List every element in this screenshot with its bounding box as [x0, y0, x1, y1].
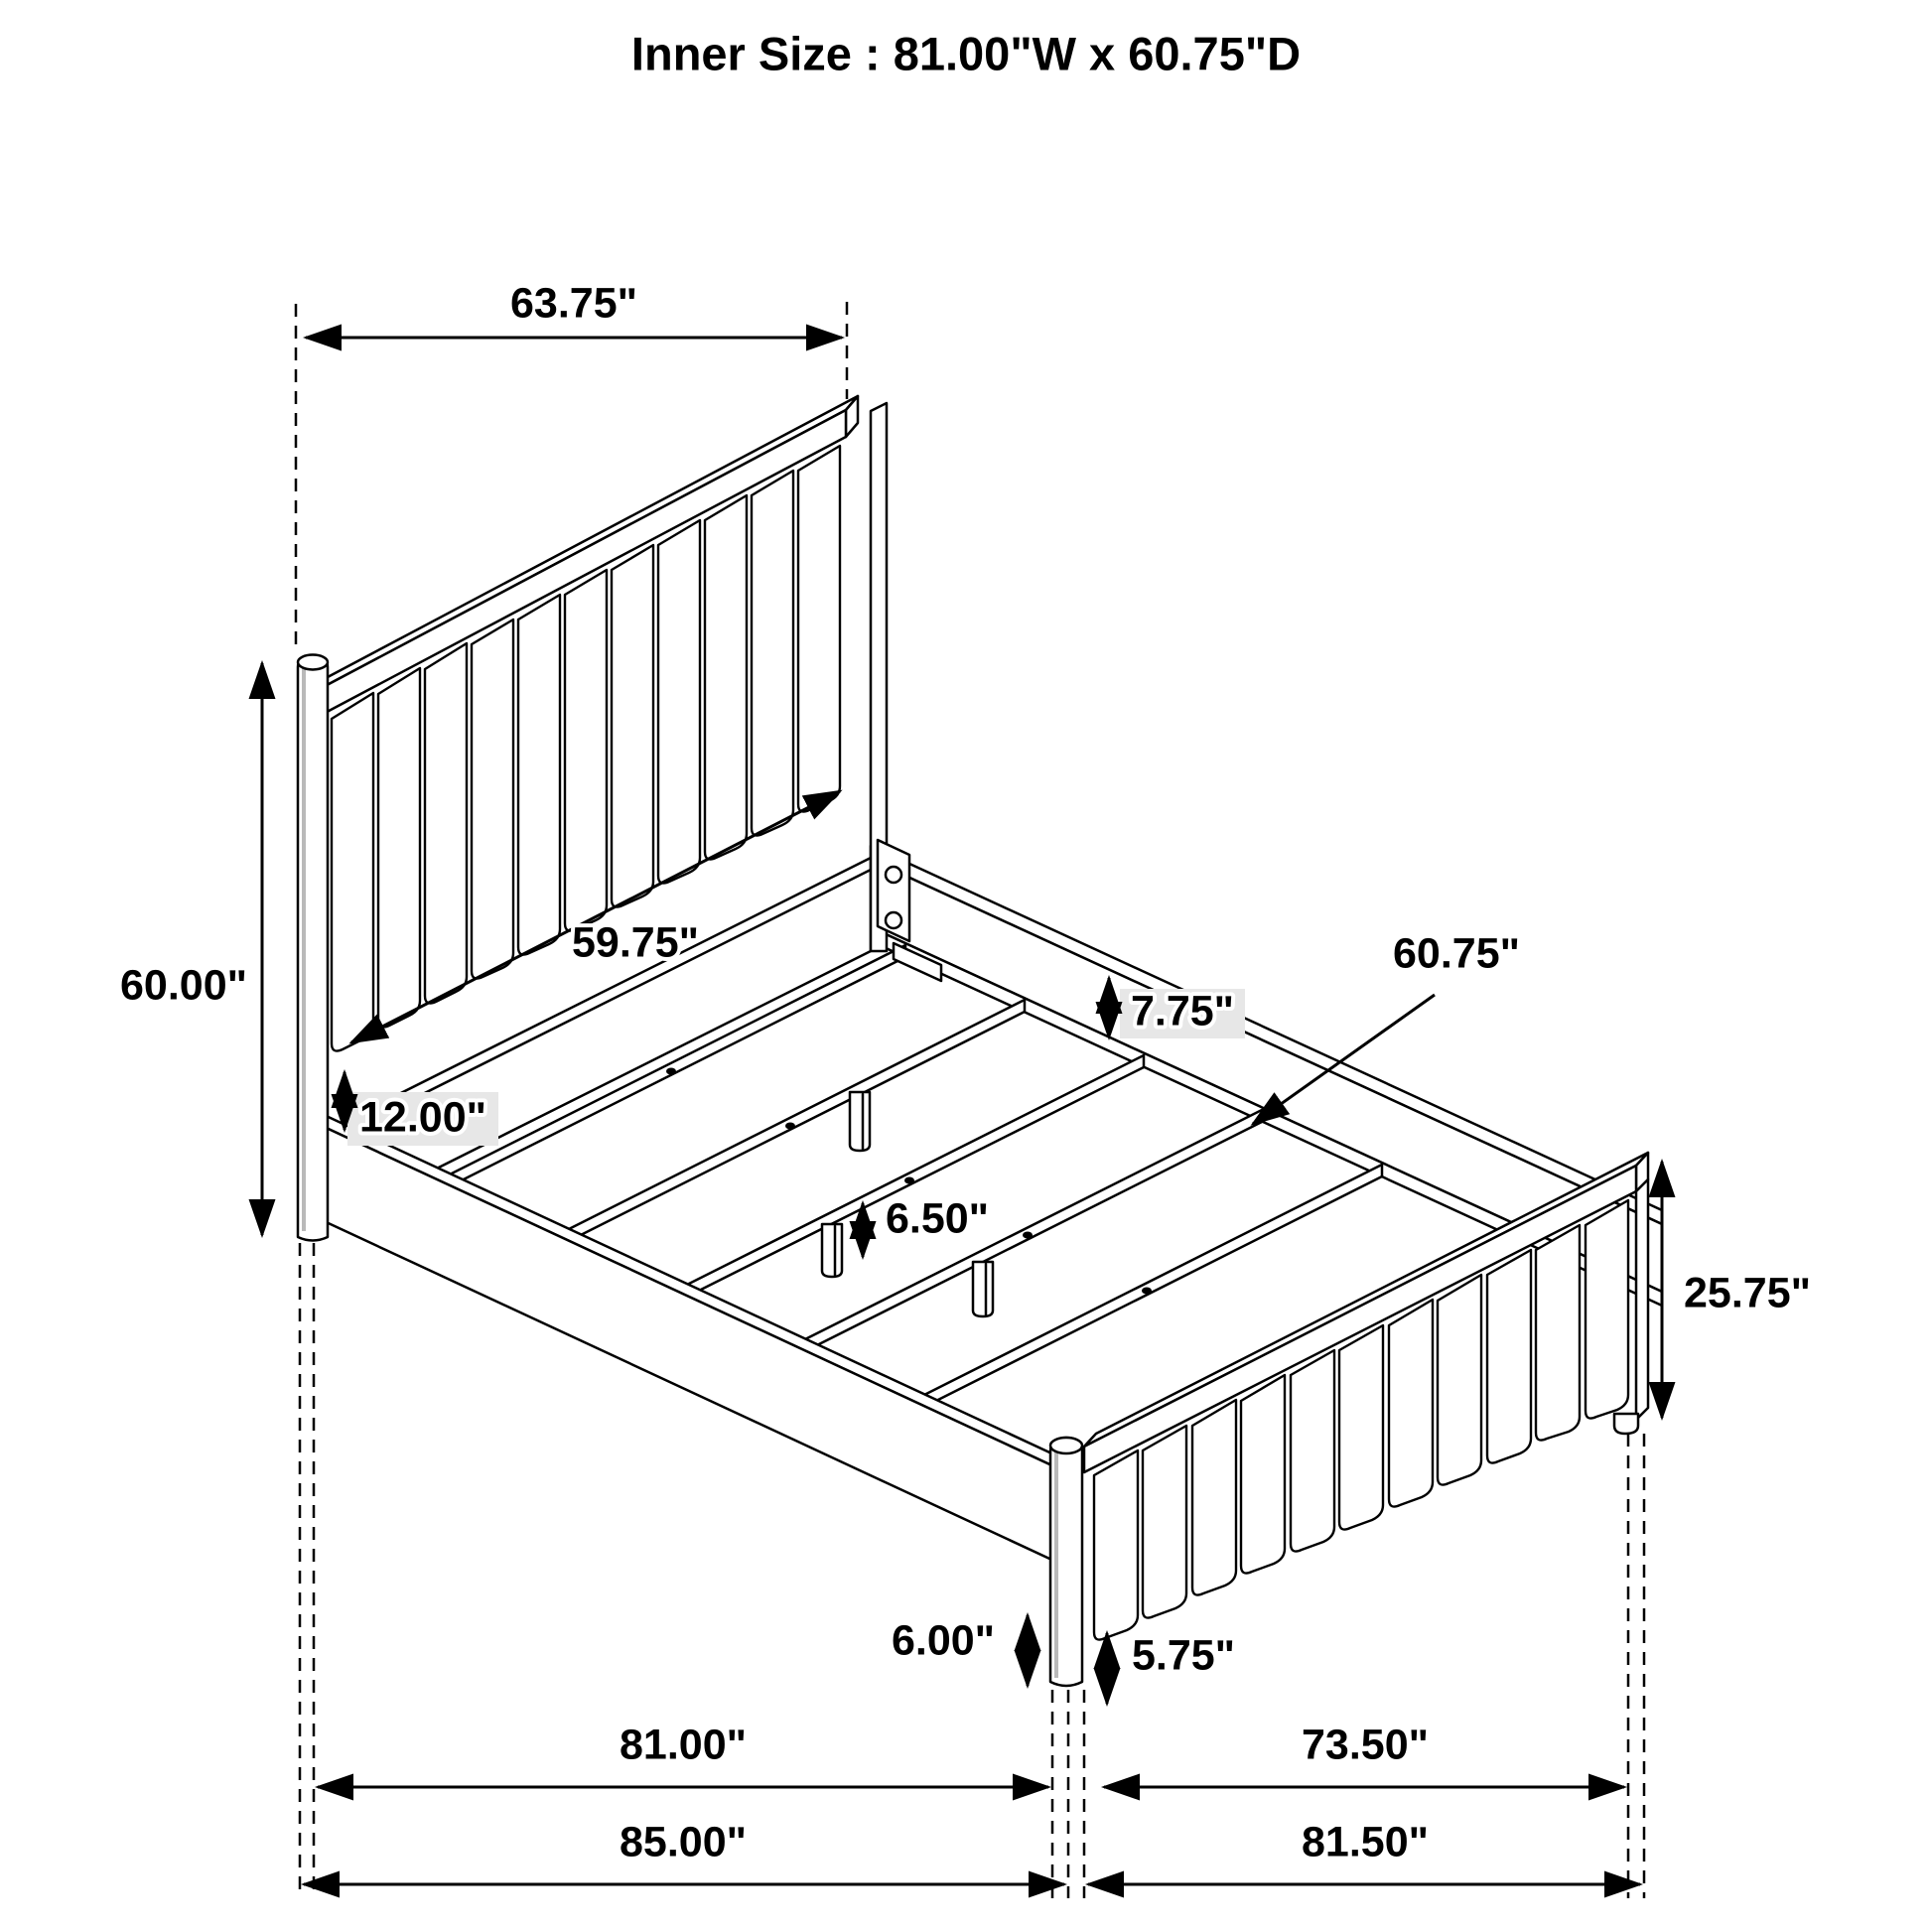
- dim-label-footboard-height: 25.75": [1684, 1269, 1811, 1317]
- dim-label-headboard-height: 60.00": [120, 961, 247, 1010]
- footboard-right-leg: [1614, 1414, 1638, 1434]
- dim-label-outer-length: 85.00": [620, 1818, 747, 1866]
- dim-label-rail-floor-clearance: 6.00": [891, 1616, 996, 1665]
- dim-label-footboard-inner-width: 73.50": [1302, 1721, 1429, 1769]
- dim-headboard-width: [306, 279, 842, 338]
- dim-label-center-leg-height: 6.50": [885, 1194, 990, 1243]
- dim-label-rail-to-slat-gap: 7.75": [1130, 987, 1235, 1035]
- dim-inner-length: [318, 1721, 1048, 1787]
- page-title: Inner Size : 81.00"W x 60.75"D: [630, 27, 1302, 80]
- dim-footboard-outer-width: [1088, 1818, 1640, 1884]
- dim-label-inner-length: 81.00": [620, 1721, 747, 1769]
- dim-label-headboard-width: 63.75": [510, 279, 637, 328]
- dim-headboard-height: [120, 663, 262, 1235]
- dim-label-slat-length: 60.75": [1393, 929, 1520, 978]
- dim-footboard-floor-clearance: [1107, 1631, 1235, 1704]
- dim-footboard-inner-width: [1104, 1721, 1624, 1787]
- headboard-left-leg: [298, 655, 328, 1241]
- dim-center-leg-height: [863, 1194, 989, 1257]
- dim-label-panel-to-rail-gap: 12.00": [359, 1093, 486, 1142]
- dim-label-footboard-outer-width: 81.50": [1302, 1818, 1429, 1866]
- footboard-left-leg: [1050, 1438, 1082, 1686]
- dim-outer-length: [304, 1818, 1064, 1884]
- dim-label-headboard-inner-width: 59.75": [572, 918, 699, 967]
- dim-rail-floor-clearance: [892, 1615, 1028, 1686]
- dim-footboard-height: [1662, 1162, 1811, 1418]
- dim-label-footboard-floor-clearance: 5.75": [1131, 1631, 1236, 1680]
